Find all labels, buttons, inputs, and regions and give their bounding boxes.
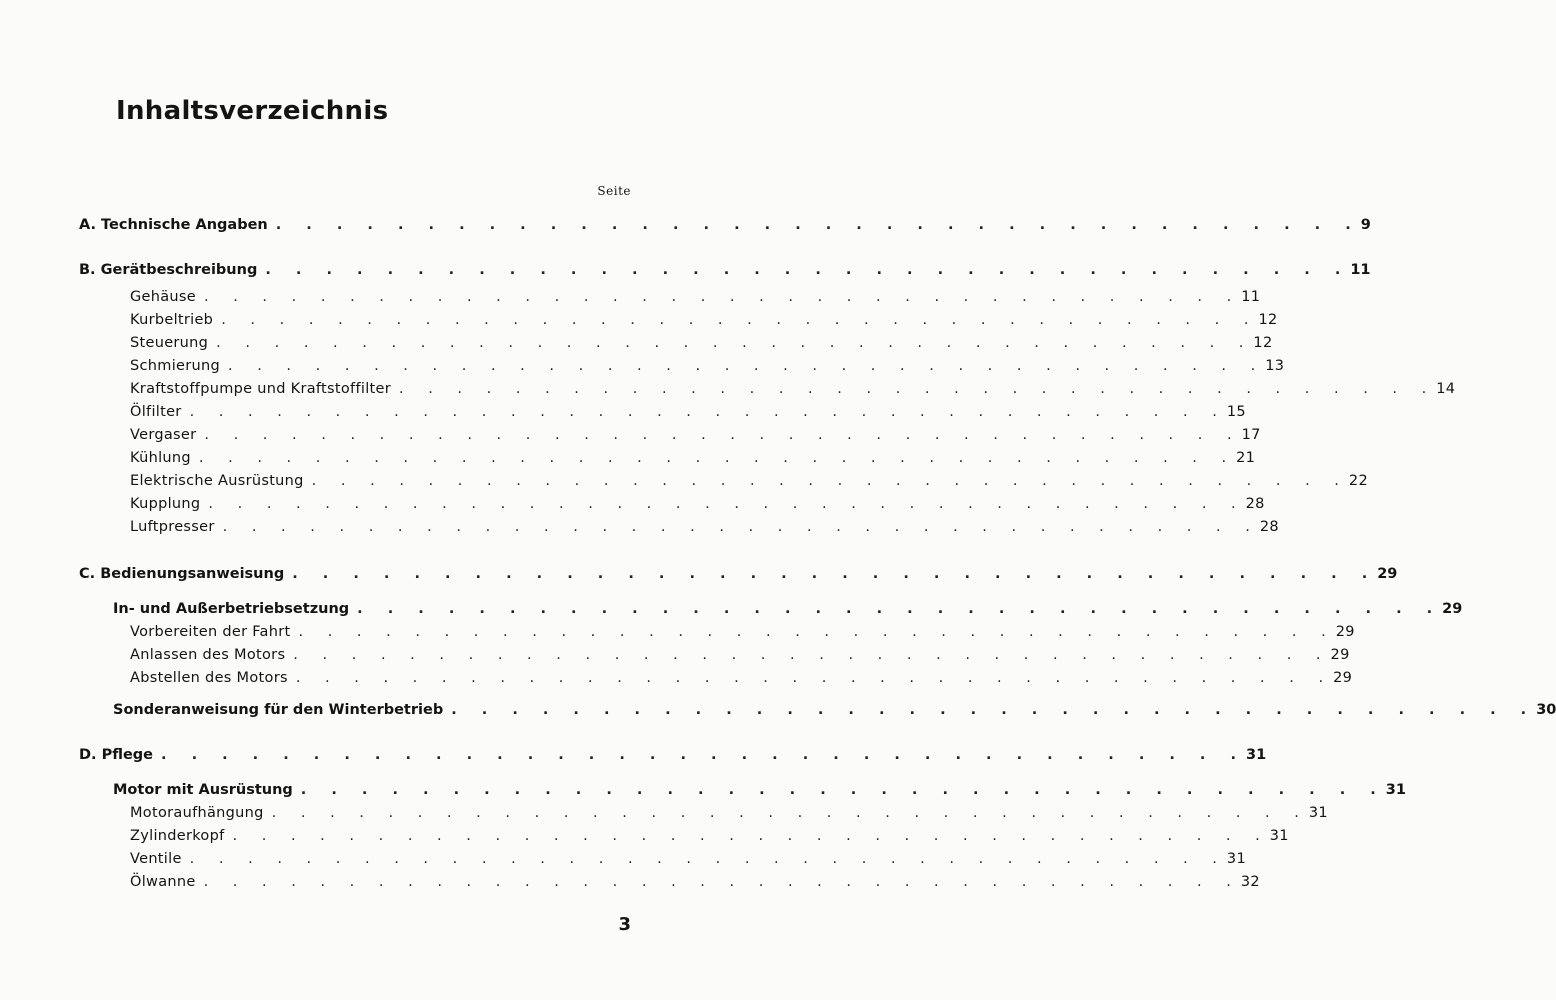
toc-entry: [79, 259, 1371, 281]
toc-entry-page: 11: [1241, 289, 1261, 305]
dot-leader: . . . . . . . . . . . . . . . . . . . . . . . . . . . . . . . . . . . .: [204, 427, 1242, 443]
toc-entry-label: Ölwanne: [130, 874, 196, 890]
dot-leader: . . . . . . . . . . . . . . . . . . . . . . . . . . . . . . . . . . . .: [208, 496, 1246, 512]
dot-leader: . . . . . . . . . . . . . . . . . . . . . . . . . . . . . . . . . . . .: [295, 670, 1334, 686]
toc-entry: [113, 598, 1463, 620]
toc-entry: [130, 332, 1273, 354]
toc-entry-page: 28: [1245, 496, 1265, 512]
toc-entry-page: 31: [1226, 851, 1246, 867]
dot-leader: . . . . . . . . . . . . . . . . . . . . . . . . . . . . . . . . . . . .: [271, 805, 1309, 821]
toc-entry-label: C. Bedienungsanweisung: [79, 566, 285, 582]
dot-leader: . . . . . . . . . . . . . . . . . . . . . . . . . . . . . . . . . . . .: [203, 874, 1241, 890]
toc-entry-label: Kurbeltrieb: [130, 312, 214, 328]
toc-entry: [130, 644, 1350, 666]
dot-leader: . . . . . . . . . . . . . . . . . . . . . . . . . . . . . . . . . . . .: [399, 381, 1437, 397]
dot-leader: . . . . . . . . . . . . . . . . . . . . . . . . . . . . . . . . . . . .: [292, 566, 1378, 582]
toc-entry-page: 29: [1333, 670, 1353, 686]
dot-leader: . . . . . . . . . . . . . . . . . . . . . . . . . . . . . . . . . . . .: [357, 601, 1443, 617]
toc-entry: [130, 848, 1246, 870]
toc-entry-label: Elektrische Ausrüstung: [130, 473, 304, 489]
toc-entry-page: 29: [1335, 624, 1355, 640]
dot-leader: . . . . . . . . . . . . . . . . . . . . . . . . . . . . . . . . . . . .: [275, 217, 1361, 233]
toc-entry-label: A. Technische Angaben: [79, 217, 268, 233]
toc-entry-label: In- und Außerbetriebsetzung: [113, 601, 350, 617]
toc-entry: [130, 424, 1261, 446]
toc-entry: [130, 286, 1261, 308]
toc-entry-page: 21: [1236, 450, 1256, 466]
toc-entry: [79, 563, 1398, 585]
dot-leader: . . . . . . . . . . . . . . . . . . . . . . . . . . . . . . . . . . . .: [451, 702, 1537, 718]
dot-leader: . . . . . . . . . . . . . . . . . . . . . . . . . . . . . . . . . . . .: [293, 647, 1331, 663]
page-title: Inhaltsverzeichnis: [116, 96, 389, 126]
toc-entry-page: 11: [1350, 262, 1371, 278]
toc-entry-label: Ölfilter: [130, 404, 182, 420]
toc-entry-page: 15: [1226, 404, 1246, 420]
toc-entry-page: 30: [1536, 702, 1556, 718]
toc-entry-page: 9: [1360, 217, 1371, 233]
toc-entry: [130, 309, 1278, 331]
toc-entry-label: Vergaser: [130, 427, 197, 443]
toc-entry: [130, 516, 1279, 538]
toc-entry: [130, 825, 1289, 847]
toc-entry: [130, 667, 1353, 689]
dot-leader: . . . . . . . . . . . . . . . . . . . . . . . . . . . . . . . . . . . .: [222, 519, 1260, 535]
toc-entry-page: 17: [1241, 427, 1261, 443]
page-column-header: Seite: [597, 184, 631, 198]
toc-entry-label: Luftpresser: [130, 519, 215, 535]
toc-entry: [130, 871, 1260, 893]
toc-entry-label: Zylinderkopf: [130, 828, 225, 844]
toc-entry-page: 28: [1259, 519, 1279, 535]
toc-entry-page: 12: [1253, 335, 1273, 351]
dot-leader: . . . . . . . . . . . . . . . . . . . . . . . . . . . . . . . . . . . .: [228, 358, 1266, 374]
dot-leader: . . . . . . . . . . . . . . . . . . . . . . . . . . . . . . . . . . . .: [198, 450, 1237, 466]
dot-leader: . . . . . . . . . . . . . . . . . . . . . . . . . . . . . . . . . . . .: [161, 747, 1246, 763]
toc-entry-label: Steuerung: [130, 335, 209, 351]
page-number: 3: [618, 914, 631, 935]
toc-entry-page: 31: [1269, 828, 1289, 844]
toc-entry: [130, 802, 1328, 824]
toc-entry-label: Motoraufhängung: [130, 805, 264, 821]
toc-entry: [130, 401, 1246, 423]
dot-leader: . . . . . . . . . . . . . . . . . . . . . . . . . . . . . . . . . . . .: [189, 851, 1227, 867]
toc-entry-page: 22: [1348, 473, 1368, 489]
dot-leader: . . . . . . . . . . . . . . . . . . . . . . . . . . . . . . . . . . . .: [216, 335, 1254, 351]
toc-entry-label: Ventile: [130, 851, 182, 867]
dot-leader: . . . . . . . . . . . . . . . . . . . . . . . . . . . . . . . . . . . .: [204, 289, 1242, 305]
toc-entry-page: 29: [1377, 566, 1398, 582]
toc-entry-label: Kupplung: [130, 496, 201, 512]
toc-entry-page: 29: [1442, 601, 1463, 617]
toc-entry-page: 13: [1265, 358, 1285, 374]
toc-entry-page: 31: [1385, 782, 1406, 798]
toc-entry-page: 32: [1240, 874, 1260, 890]
toc-entry-page: 14: [1436, 381, 1456, 397]
toc-entry: [130, 378, 1456, 400]
toc-entry: [113, 779, 1406, 801]
dot-leader: . . . . . . . . . . . . . . . . . . . . . . . . . . . . . . . . . . . .: [189, 404, 1227, 420]
toc-entry-label: Schmierung: [130, 358, 220, 374]
dot-leader: . . . . . . . . . . . . . . . . . . . . . . . . . . . . . . . . . . . .: [298, 624, 1336, 640]
toc-entry: [79, 744, 1267, 766]
toc-entry-label: Abstellen des Motors: [130, 670, 288, 686]
toc-entry: [130, 447, 1256, 469]
dot-leader: . . . . . . . . . . . . . . . . . . . . . . . . . . . . . . . . . . . .: [300, 782, 1386, 798]
toc-entry-label: Sonderanweisung für den Winterbetrieb: [113, 702, 444, 718]
toc-entry: [130, 355, 1285, 377]
toc-entry-label: D. Pflege: [79, 747, 154, 763]
toc-entry: [130, 493, 1265, 515]
toc-entry-label: Vorbereiten der Fahrt: [130, 624, 291, 640]
toc-entry-page: 12: [1258, 312, 1278, 328]
toc-entry-page: 31: [1308, 805, 1328, 821]
toc-entry-label: Kraftstoffpumpe und Kraftstoffilter: [130, 381, 391, 397]
dot-leader: . . . . . . . . . . . . . . . . . . . . . . . . . . . . . . . . . . . .: [221, 312, 1259, 328]
toc-entry-label: Motor mit Ausrüstung: [113, 782, 293, 798]
toc-entry-label: Kühlung: [130, 450, 191, 466]
toc-entry-label: Gehäuse: [130, 289, 196, 305]
toc-entry: [130, 470, 1368, 492]
toc-entry-page: 31: [1246, 747, 1267, 763]
dot-leader: . . . . . . . . . . . . . . . . . . . . . . . . . . . . . . . . . . . .: [265, 262, 1351, 278]
toc-entry: [113, 699, 1556, 721]
toc-entry-label: Anlassen des Motors: [130, 647, 286, 663]
toc-entry-page: 29: [1330, 647, 1350, 663]
dot-leader: . . . . . . . . . . . . . . . . . . . . . . . . . . . . . . . . . . . .: [311, 473, 1349, 489]
toc-entry: [79, 214, 1371, 236]
toc-entry-label: B. Gerätbeschreibung: [79, 262, 258, 278]
dot-leader: . . . . . . . . . . . . . . . . . . . . . . . . . . . . . . . . . . . .: [232, 828, 1270, 844]
toc-entry: [130, 621, 1355, 643]
